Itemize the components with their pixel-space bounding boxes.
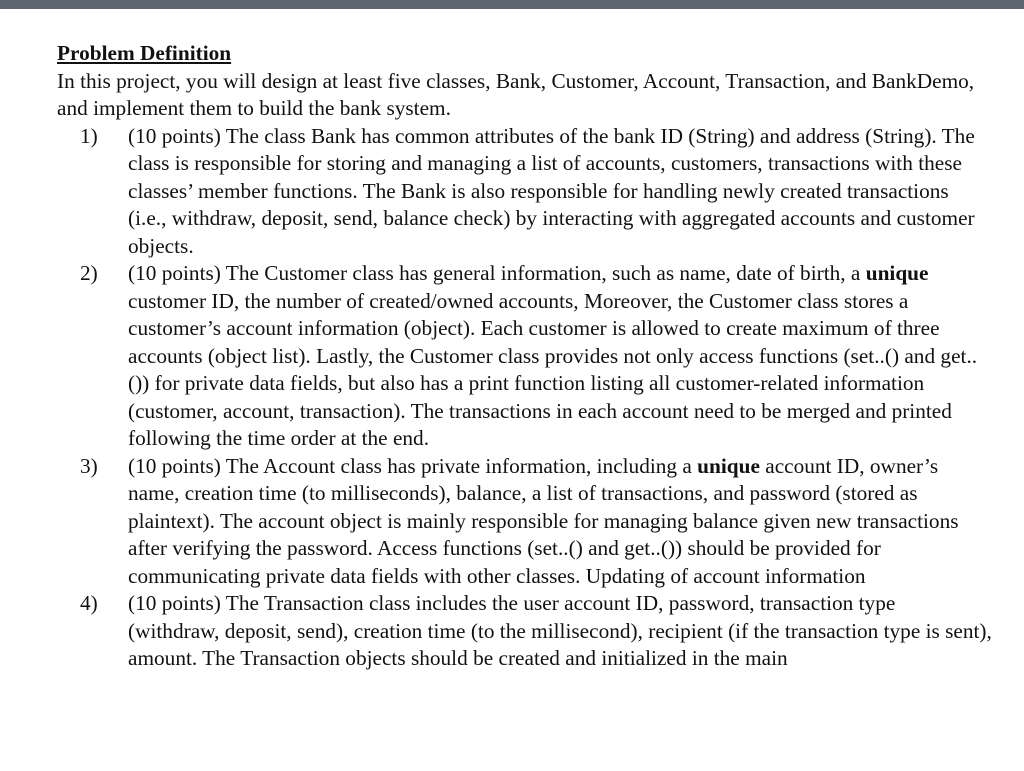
list-item-text: (10 points) The class Bank has common attributes of the bank ID (String) and address (String). The class is responsible for storing and managing a list of accounts, customers, transactions with these classes’ member functions. The Bank is also responsible for handling newly created transactions (i.e., withdraw, deposit, send, balance check) by interacting with aggregated accounts and customer objects.	[128, 123, 975, 258]
list-item-number: 3)	[80, 453, 98, 478]
intro-paragraph: In this project, you will design at least five classes, Bank, Customer, Account, Transaction, and BankDemo, and implement them to build the bank system.	[57, 68, 975, 120]
list-item-text: (10 points) The Customer class has general information, such as name, date of birth, a	[128, 261, 866, 285]
list-item-text: account ID, owner’s name, creation time (to milliseconds), balance, a list of transactions, and password (stored as plaintext). The account object is mainly responsible for managing balance given new transactions after verifying the password. Access functions (set..() and get..()) should be provided for communicating private data fields with other classes. Updating of account information	[128, 453, 959, 588]
list-item-text: customer ID, the number of created/owned accounts, Moreover, the Customer class stores a customer’s account information (object). Each customer is allowed to create maximum of three accounts (object list). Lastly, the Customer class provides not only access functions (set..() and get..()) for private data fields, but also has a print function listing all customer-related information (customer, account, transaction). The transactions in each account need to be merged and printed following the time order at the end.	[128, 288, 978, 450]
list-item-number: 2)	[80, 261, 98, 285]
document-title: Problem Definition	[57, 41, 232, 65]
list-item-number: 1)	[80, 123, 98, 148]
emphasis-text: unique	[865, 261, 929, 285]
list-item	[57, 260, 992, 453]
requirements-list	[57, 123, 992, 673]
list-item	[57, 453, 992, 591]
emphasis-text: unique	[697, 453, 760, 478]
list-item-text: (10 points) The Transaction class includes the user account ID, password, transaction type (withdraw, deposit, send), creation time (to the millisecond), recipient (if the transaction type is sent), amount. The Transaction objects should be created and initialized in the main	[128, 591, 992, 670]
list-item	[57, 123, 992, 261]
list-item-number: 4)	[80, 591, 98, 615]
list-item-text: (10 points) The Account class has private information, including a	[128, 453, 698, 478]
top-border-bar	[0, 0, 1024, 9]
list-item	[57, 590, 992, 673]
document-page	[57, 40, 992, 673]
